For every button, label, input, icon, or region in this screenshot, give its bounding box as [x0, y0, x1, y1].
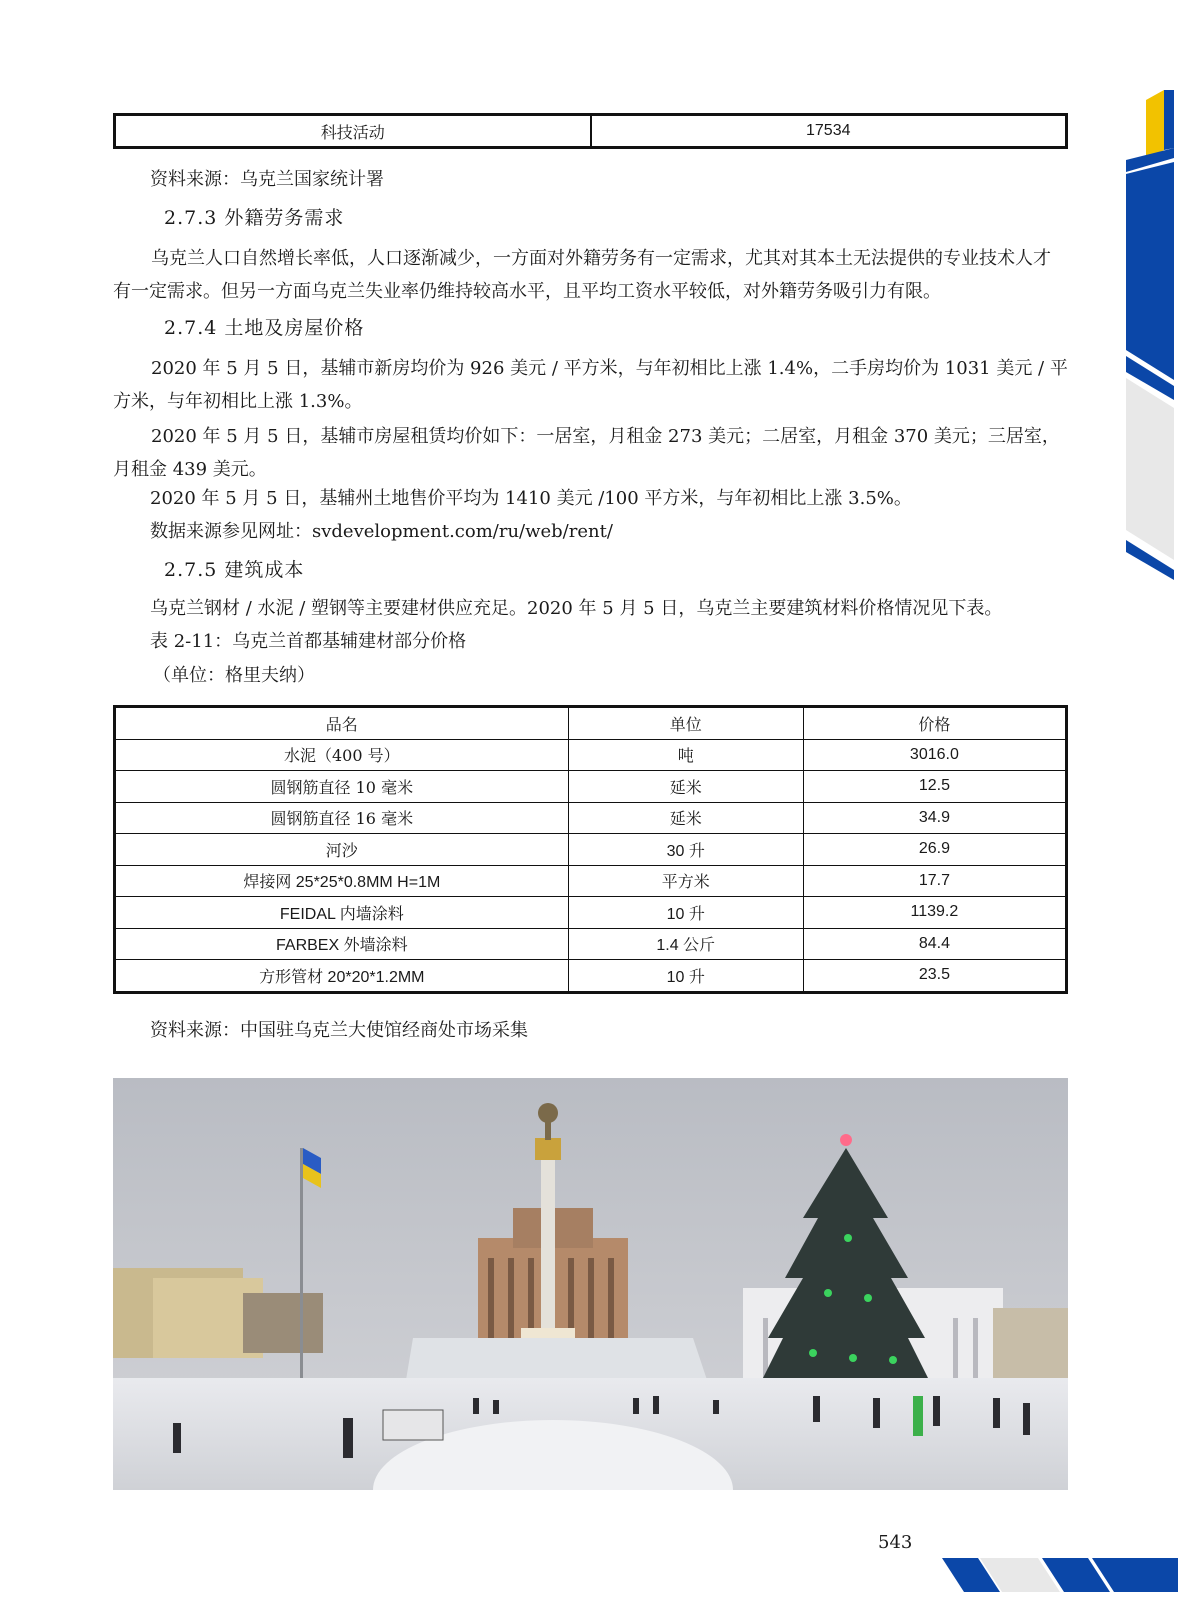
paragraph-house-price: [113, 352, 1068, 418]
table-row: [115, 960, 1067, 993]
cell-price: 12.5: [803, 771, 1066, 803]
table-row: [115, 771, 1067, 803]
paragraph-house-price-text: 2020 年 5 月 5 日，基辅市新房均价为 926 美元 / 平方米，与年初相比上涨 1.4%，二手房均价为 1031 美元 / 平方米，与年初相比上涨 1.3%。: [113, 358, 1068, 412]
header-name: 品名: [115, 707, 569, 740]
header-price: 价格: [803, 707, 1066, 740]
cell-unit: 30 升: [568, 834, 803, 866]
cell-name: 圆钢筋直径 16 毫米: [115, 802, 569, 834]
bottom-decoration: [938, 1550, 1178, 1600]
table-row: [115, 739, 1067, 771]
cell-unit: 平方米: [568, 865, 803, 897]
table-header-row: [115, 707, 1067, 740]
data-source-url: 数据来源参见网址：svdevelopment.com/ru/web/rent/: [150, 521, 613, 542]
cell-name: 圆钢筋直径 10 毫米: [115, 771, 569, 803]
top-table: [113, 113, 1068, 149]
header-unit: 单位: [568, 707, 803, 740]
top-table-label: 科技活动: [320, 122, 385, 142]
cell-price: 17.7: [803, 865, 1066, 897]
price-table: [113, 705, 1068, 994]
cell-unit: 延米: [568, 771, 803, 803]
independence-square-photo: [113, 1078, 1068, 1490]
paragraph-building: 乌克兰钢材 / 水泥 / 塑钢等主要建材供应充足。2020 年 5 月 5 日，乌克兰主要建筑材料价格情况见下表。: [150, 598, 1003, 619]
cell-price: 23.5: [803, 960, 1066, 993]
side-decoration: [1118, 90, 1178, 610]
cell-name: FEIDAL 内墙涂料: [115, 897, 569, 929]
table-caption: 表 2-11：乌克兰首都基辅建材部分价格: [150, 631, 467, 652]
source-note-2: 资料来源：中国驻乌克兰大使馆经商处市场采集: [150, 1020, 528, 1041]
table-row: [115, 928, 1067, 960]
cell-name: 焊接网 25*25*0.8MM H=1M: [115, 865, 569, 897]
paragraph-rent-text: 2020 年 5 月 5 日，基辅市房屋租赁均价如下：一居室，月租金 273 美元；二居室，月租金 370 美元；三居室，月租金 439 美元。: [113, 426, 1060, 480]
cell-price: 34.9: [803, 802, 1066, 834]
cell-unit: 10 升: [568, 960, 803, 993]
section-2-7-5-title: 2.7.5 建筑成本: [164, 559, 305, 581]
cell-price: 84.4: [803, 928, 1066, 960]
cell-unit: 延米: [568, 802, 803, 834]
cell-price: 1139.2: [803, 897, 1066, 929]
paragraph-land: 2020 年 5 月 5 日，基辅州土地售价平均为 1410 美元 /100 平方米，与年初相比上涨 3.5%。: [150, 488, 912, 509]
cell-name: 水泥（400 号）: [115, 739, 569, 771]
cell-name: 河沙: [115, 834, 569, 866]
page-number: 543: [878, 1532, 913, 1553]
paragraph-rent: [113, 420, 1068, 486]
paragraph-labor: [113, 242, 1068, 308]
table-unit: （单位：格里夫纳）: [153, 665, 315, 686]
cell-unit: 1.4 公斤: [568, 928, 803, 960]
cell-price: 26.9: [803, 834, 1066, 866]
table-row: [115, 897, 1067, 929]
section-2-7-4-title: 2.7.4 土地及房屋价格: [164, 317, 365, 339]
cell-unit: 10 升: [568, 897, 803, 929]
table-row: [115, 802, 1067, 834]
source-note-1: 资料来源：乌克兰国家统计署: [150, 169, 384, 190]
top-table-value: 17534: [590, 116, 1066, 146]
cell-price: 3016.0: [803, 739, 1066, 771]
cell-name: FARBEX 外墙涂料: [115, 928, 569, 960]
table-row: [115, 834, 1067, 866]
section-2-7-3-title: 2.7.3 外籍劳务需求: [164, 207, 345, 229]
cell-unit: 吨: [568, 739, 803, 771]
cell-name: 方形管材 20*20*1.2MM: [115, 960, 569, 993]
table-row: [115, 865, 1067, 897]
paragraph-labor-text: 乌克兰人口自然增长率低，人口逐渐减少，一方面对外籍劳务有一定需求，尤其对其本土无法提供的专业技术人才有一定需求。但另一方面乌克兰失业率仍维持较高水平，且平均工资水平较低，对外籍劳务吸引力有限。: [113, 248, 1051, 302]
